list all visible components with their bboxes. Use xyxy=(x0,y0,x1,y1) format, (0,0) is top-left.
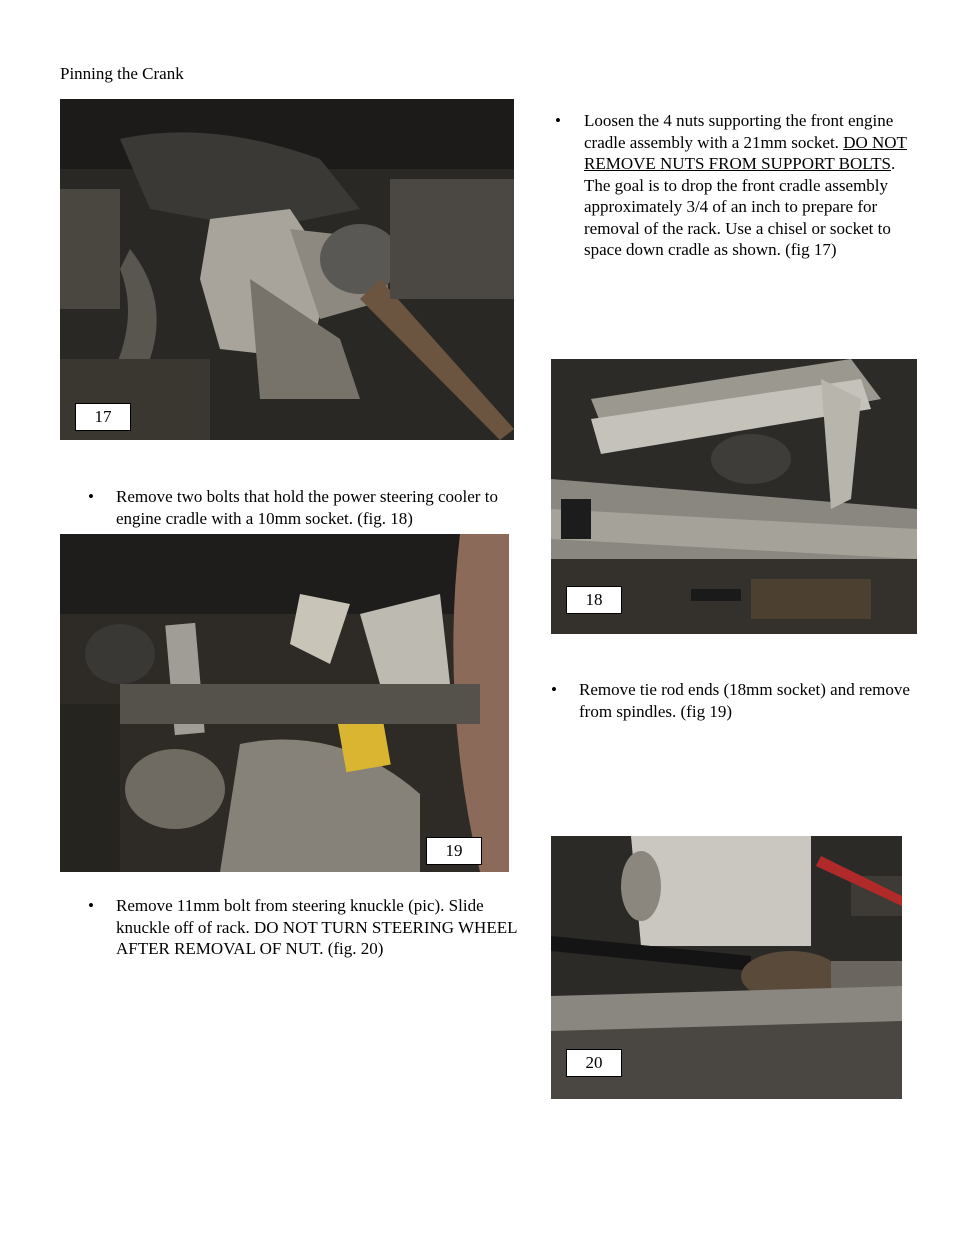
figure-17-photo xyxy=(60,99,514,440)
figure-18-label: 18 xyxy=(566,586,622,614)
instruction-text: Remove two bolts that hold the power steering cooler to engine cradle with a 10mm socket. (fig. 18) xyxy=(116,487,498,528)
instruction-loosen-nuts xyxy=(555,110,915,261)
bullet-marker: • xyxy=(88,487,94,506)
instruction-text: Loosen the 4 nuts supporting the front engine cradle assembly with a 21mm socket. xyxy=(584,111,894,152)
instruction-text: Remove 11mm bolt from steering knuckle (pic). Slide knuckle off of rack. DO NOT TURN STEERING WHEEL AFTER REMOVAL OF NUT. (fig. 20) xyxy=(116,896,517,958)
instruction-text-continued: . The goal is to drop the front cradle assembly approximately 3/4 of an inch to prepare for removal of the rack. Use a chisel or socket to space down cradle as shown. (fig 17) xyxy=(584,154,896,259)
warning-underlined-text: DO NOT REMOVE NUTS FROM SUPPORT BOLTS xyxy=(584,132,907,173)
page-heading: Pinning the Crank xyxy=(60,64,184,83)
instruction-remove-knuckle-bolt xyxy=(88,895,528,960)
bullet-marker: • xyxy=(555,111,561,130)
bullet-marker: • xyxy=(551,680,557,699)
figure-19-label: 19 xyxy=(426,837,482,865)
figure-20-label: 20 xyxy=(566,1049,622,1077)
bullet-marker: • xyxy=(88,896,94,915)
instruction-remove-tie-rod-ends xyxy=(551,679,911,722)
figure-17-label: 17 xyxy=(75,403,131,431)
instruction-text: Remove tie rod ends (18mm socket) and remove from spindles. (fig 19) xyxy=(579,680,910,721)
figure-19-photo xyxy=(60,534,509,872)
instruction-remove-cooler-bolts xyxy=(88,486,528,529)
